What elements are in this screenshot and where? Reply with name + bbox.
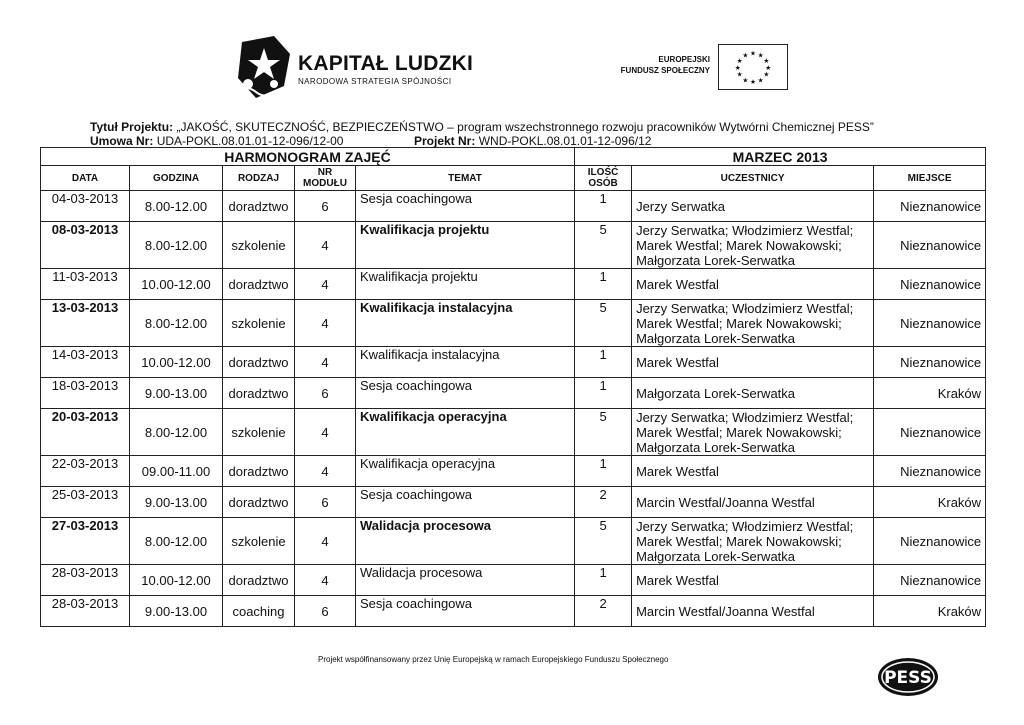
cell-module: 6 — [295, 596, 356, 627]
table-row — [41, 269, 986, 300]
header-participants: UCZESTNICY — [632, 166, 874, 191]
kapital-ludzki-logo — [234, 34, 474, 100]
svg-text:★: ★ — [763, 57, 770, 66]
project-title-label: Tytuł Projektu: — [90, 120, 174, 134]
table-row — [41, 456, 986, 487]
cell-type: szkolenie — [223, 409, 295, 456]
cell-type: coaching — [223, 596, 295, 627]
participant-line: Jerzy Serwatka — [636, 198, 725, 214]
cell-type: doradztwo — [223, 347, 295, 378]
svg-text:★: ★ — [763, 70, 770, 79]
participant-line: Małgorzata Lorek-Serwatka — [636, 252, 796, 268]
cell-type: doradztwo — [223, 487, 295, 518]
month-title: MARZEC 2013 — [575, 148, 986, 166]
cell-count: 5 — [575, 518, 632, 565]
table-row — [41, 191, 986, 222]
cell-time: 10.00-12.00 — [130, 565, 223, 596]
cell-place: Nieznanowice — [874, 191, 986, 222]
cell-topic: Sesja coachingowa — [356, 378, 575, 409]
svg-text:★: ★ — [750, 78, 756, 87]
participant-line: Małgorzata Lorek-Serwatka — [636, 330, 796, 346]
cell-place: Nieznanowice — [874, 300, 986, 347]
cell-topic: Kwalifikacja projektu — [356, 269, 575, 300]
cell-participants — [632, 269, 874, 300]
header-topic: TEMAT — [356, 166, 575, 191]
cell-module: 6 — [295, 487, 356, 518]
cell-time: 8.00-12.00 — [130, 409, 223, 456]
cell-module: 4 — [295, 300, 356, 347]
svg-text:★: ★ — [765, 63, 772, 72]
participant-line: Jerzy Serwatka; Włodzimierz Westfal; — [636, 518, 854, 534]
cell-place: Nieznanowice — [874, 409, 986, 456]
schedule-rows — [41, 191, 986, 627]
table-row — [41, 300, 986, 347]
table-row — [41, 596, 986, 627]
kapital-ludzki-title: KAPITAŁ LUDZKI — [298, 52, 474, 75]
cell-place: Kraków — [874, 378, 986, 409]
participant-line: Małgorzata Lorek-Serwatka — [636, 548, 796, 564]
cell-time: 09.00-11.00 — [130, 456, 223, 487]
cell-type: szkolenie — [223, 300, 295, 347]
cell-type: doradztwo — [223, 565, 295, 596]
header-type: RODZAJ — [223, 166, 295, 191]
table-header-row — [41, 166, 986, 191]
cell-type: szkolenie — [223, 518, 295, 565]
cell-module: 4 — [295, 409, 356, 456]
cell-topic: Kwalifikacja instalacyjna — [356, 347, 575, 378]
project-number-value: WND-POKL.08.01.01-12-096/12 — [478, 134, 652, 148]
cell-module: 4 — [295, 222, 356, 269]
cell-count: 1 — [575, 269, 632, 300]
cell-module: 6 — [295, 378, 356, 409]
participant-line: Małgorzata Lorek-Serwatka — [636, 439, 796, 455]
cell-place: Nieznanowice — [874, 456, 986, 487]
cell-topic: Walidacja procesowa — [356, 565, 575, 596]
cell-date: 20-03-2013 — [41, 409, 130, 456]
cell-topic: Sesja coachingowa — [356, 596, 575, 627]
cell-place: Nieznanowice — [874, 222, 986, 269]
header-time: GODZINA — [130, 166, 223, 191]
cell-time: 8.00-12.00 — [130, 222, 223, 269]
project-number-label: Projekt Nr: — [414, 134, 476, 148]
cell-participants — [632, 378, 874, 409]
cell-count: 1 — [575, 565, 632, 596]
schedule-title: HARMONOGRAM ZAJĘĆ — [41, 148, 575, 166]
svg-text:★: ★ — [742, 76, 749, 85]
header-place: MIEJSCE — [874, 166, 986, 191]
cell-time: 10.00-12.00 — [130, 269, 223, 300]
cell-participants — [632, 565, 874, 596]
cell-topic: Sesja coachingowa — [356, 487, 575, 518]
svg-text:★: ★ — [736, 57, 743, 66]
contract-value: UDA-POKL.08.01.01-12-096/12-00 — [156, 134, 344, 148]
pess-logo — [876, 656, 940, 698]
participant-line: Marek Westfal — [636, 276, 719, 292]
cell-place: Kraków — [874, 487, 986, 518]
cell-type: doradztwo — [223, 191, 295, 222]
cell-count: 1 — [575, 191, 632, 222]
cell-participants — [632, 191, 874, 222]
cell-time: 9.00-13.00 — [130, 378, 223, 409]
svg-text:★: ★ — [757, 51, 764, 60]
header-date: DATA — [41, 166, 130, 191]
svg-text:★: ★ — [750, 49, 756, 58]
cell-participants — [632, 487, 874, 518]
footer-note: Projekt współfinansowany przez Unię Europejską w ramach Europejskiego Funduszu Społecznego — [318, 655, 669, 664]
cell-type: doradztwo — [223, 269, 295, 300]
cell-module: 4 — [295, 347, 356, 378]
cell-date: 28-03-2013 — [41, 596, 130, 627]
efs-logo — [612, 44, 790, 92]
cell-type: doradztwo — [223, 456, 295, 487]
schedule-table — [40, 147, 986, 627]
cell-participants — [632, 518, 874, 565]
cell-count: 1 — [575, 347, 632, 378]
participant-line: Marek Westfal — [636, 572, 719, 588]
cell-count: 5 — [575, 222, 632, 269]
cell-place: Nieznanowice — [874, 518, 986, 565]
pess-logo-text: PESS — [884, 668, 932, 688]
efs-line1: EUROPEJSKI — [658, 55, 710, 64]
cell-count: 1 — [575, 378, 632, 409]
header-module: NR MODUŁU — [295, 166, 356, 191]
cell-module: 4 — [295, 269, 356, 300]
cell-count: 5 — [575, 300, 632, 347]
cell-module: 4 — [295, 565, 356, 596]
header-count: ILOŚĆ OSÓB — [575, 166, 632, 191]
cell-date: 18-03-2013 — [41, 378, 130, 409]
svg-text:★: ★ — [757, 76, 764, 85]
cell-topic: Kwalifikacja operacyjna — [356, 456, 575, 487]
table-row — [41, 518, 986, 565]
cell-date: 08-03-2013 — [41, 222, 130, 269]
cell-module: 4 — [295, 456, 356, 487]
svg-text:★: ★ — [736, 70, 743, 79]
cell-topic: Sesja coachingowa — [356, 191, 575, 222]
table-row — [41, 347, 986, 378]
cell-date: 28-03-2013 — [41, 565, 130, 596]
cell-date: 22-03-2013 — [41, 456, 130, 487]
cell-time: 8.00-12.00 — [130, 191, 223, 222]
participant-line: Marcin Westfal/Joanna Westfal — [636, 494, 815, 510]
contract-label: Umowa Nr: — [90, 134, 154, 148]
participant-line: Jerzy Serwatka; Włodzimierz Westfal; — [636, 300, 854, 316]
table-row — [41, 409, 986, 456]
project-contract-line — [90, 134, 652, 148]
project-number — [414, 134, 651, 148]
cell-date: 25-03-2013 — [41, 487, 130, 518]
cell-topic: Kwalifikacja instalacyjna — [356, 300, 575, 347]
table-row — [41, 487, 986, 518]
cell-participants — [632, 300, 874, 347]
cell-type: doradztwo — [223, 378, 295, 409]
cell-place: Nieznanowice — [874, 565, 986, 596]
kapital-ludzki-subtitle: NARODOWA STRATEGIA SPÓJNOŚCI — [298, 77, 452, 86]
kapital-ludzki-logo-icon — [234, 34, 294, 100]
cell-participants — [632, 409, 874, 456]
cell-module: 4 — [295, 518, 356, 565]
cell-date: 11-03-2013 — [41, 269, 130, 300]
participant-line: Jerzy Serwatka; Włodzimierz Westfal; — [636, 409, 854, 425]
cell-type: szkolenie — [223, 222, 295, 269]
table-row — [41, 565, 986, 596]
participant-line: Małgorzata Lorek-Serwatka — [636, 385, 796, 401]
cell-participants — [632, 222, 874, 269]
participant-line: Marek Westfal — [636, 354, 719, 370]
cell-date: 04-03-2013 — [41, 191, 130, 222]
project-title-value: „JAKOŚĆ, SKUTECZNOŚĆ, BEZPIECZEŃSTWO – program wszechstronnego rozwoju pracowników Wytwórni Chemicznej PESS” — [176, 120, 874, 134]
cell-time: 9.00-13.00 — [130, 596, 223, 627]
cell-place: Nieznanowice — [874, 269, 986, 300]
cell-time: 8.00-12.00 — [130, 300, 223, 347]
table-title-row — [41, 148, 986, 166]
cell-participants — [632, 456, 874, 487]
cell-count: 1 — [575, 456, 632, 487]
eu-flag-icon — [718, 44, 788, 90]
participant-line: Marek Westfal; Marek Nowakowski; — [636, 533, 842, 549]
participant-line: Marek Westfal; Marek Nowakowski; — [636, 237, 842, 253]
cell-date: 14-03-2013 — [41, 347, 130, 378]
cell-place: Kraków — [874, 596, 986, 627]
participant-line: Jerzy Serwatka; Włodzimierz Westfal; — [636, 222, 854, 238]
cell-count: 2 — [575, 487, 632, 518]
cell-time: 10.00-12.00 — [130, 347, 223, 378]
cell-time: 9.00-13.00 — [130, 487, 223, 518]
cell-participants — [632, 596, 874, 627]
table-row — [41, 222, 986, 269]
cell-place: Nieznanowice — [874, 347, 986, 378]
table-row — [41, 378, 986, 409]
cell-count: 2 — [575, 596, 632, 627]
participant-line: Marek Westfal; Marek Nowakowski; — [636, 315, 842, 331]
svg-text:★: ★ — [734, 63, 741, 72]
participant-line: Marek Westfal — [636, 463, 719, 479]
cell-participants — [632, 347, 874, 378]
participant-line: Marcin Westfal/Joanna Westfal — [636, 603, 815, 619]
cell-count: 5 — [575, 409, 632, 456]
cell-module: 6 — [295, 191, 356, 222]
cell-time: 8.00-12.00 — [130, 518, 223, 565]
cell-topic: Kwalifikacja operacyjna — [356, 409, 575, 456]
efs-text — [621, 54, 710, 76]
cell-date: 13-03-2013 — [41, 300, 130, 347]
cell-date: 27-03-2013 — [41, 518, 130, 565]
participant-line: Marek Westfal; Marek Nowakowski; — [636, 424, 842, 440]
svg-text:★: ★ — [742, 51, 749, 60]
efs-line2: FUNDUSZ SPOŁECZNY — [620, 66, 710, 75]
project-title — [90, 120, 874, 134]
cell-topic: Kwalifikacja projektu — [356, 222, 575, 269]
cell-topic: Walidacja procesowa — [356, 518, 575, 565]
